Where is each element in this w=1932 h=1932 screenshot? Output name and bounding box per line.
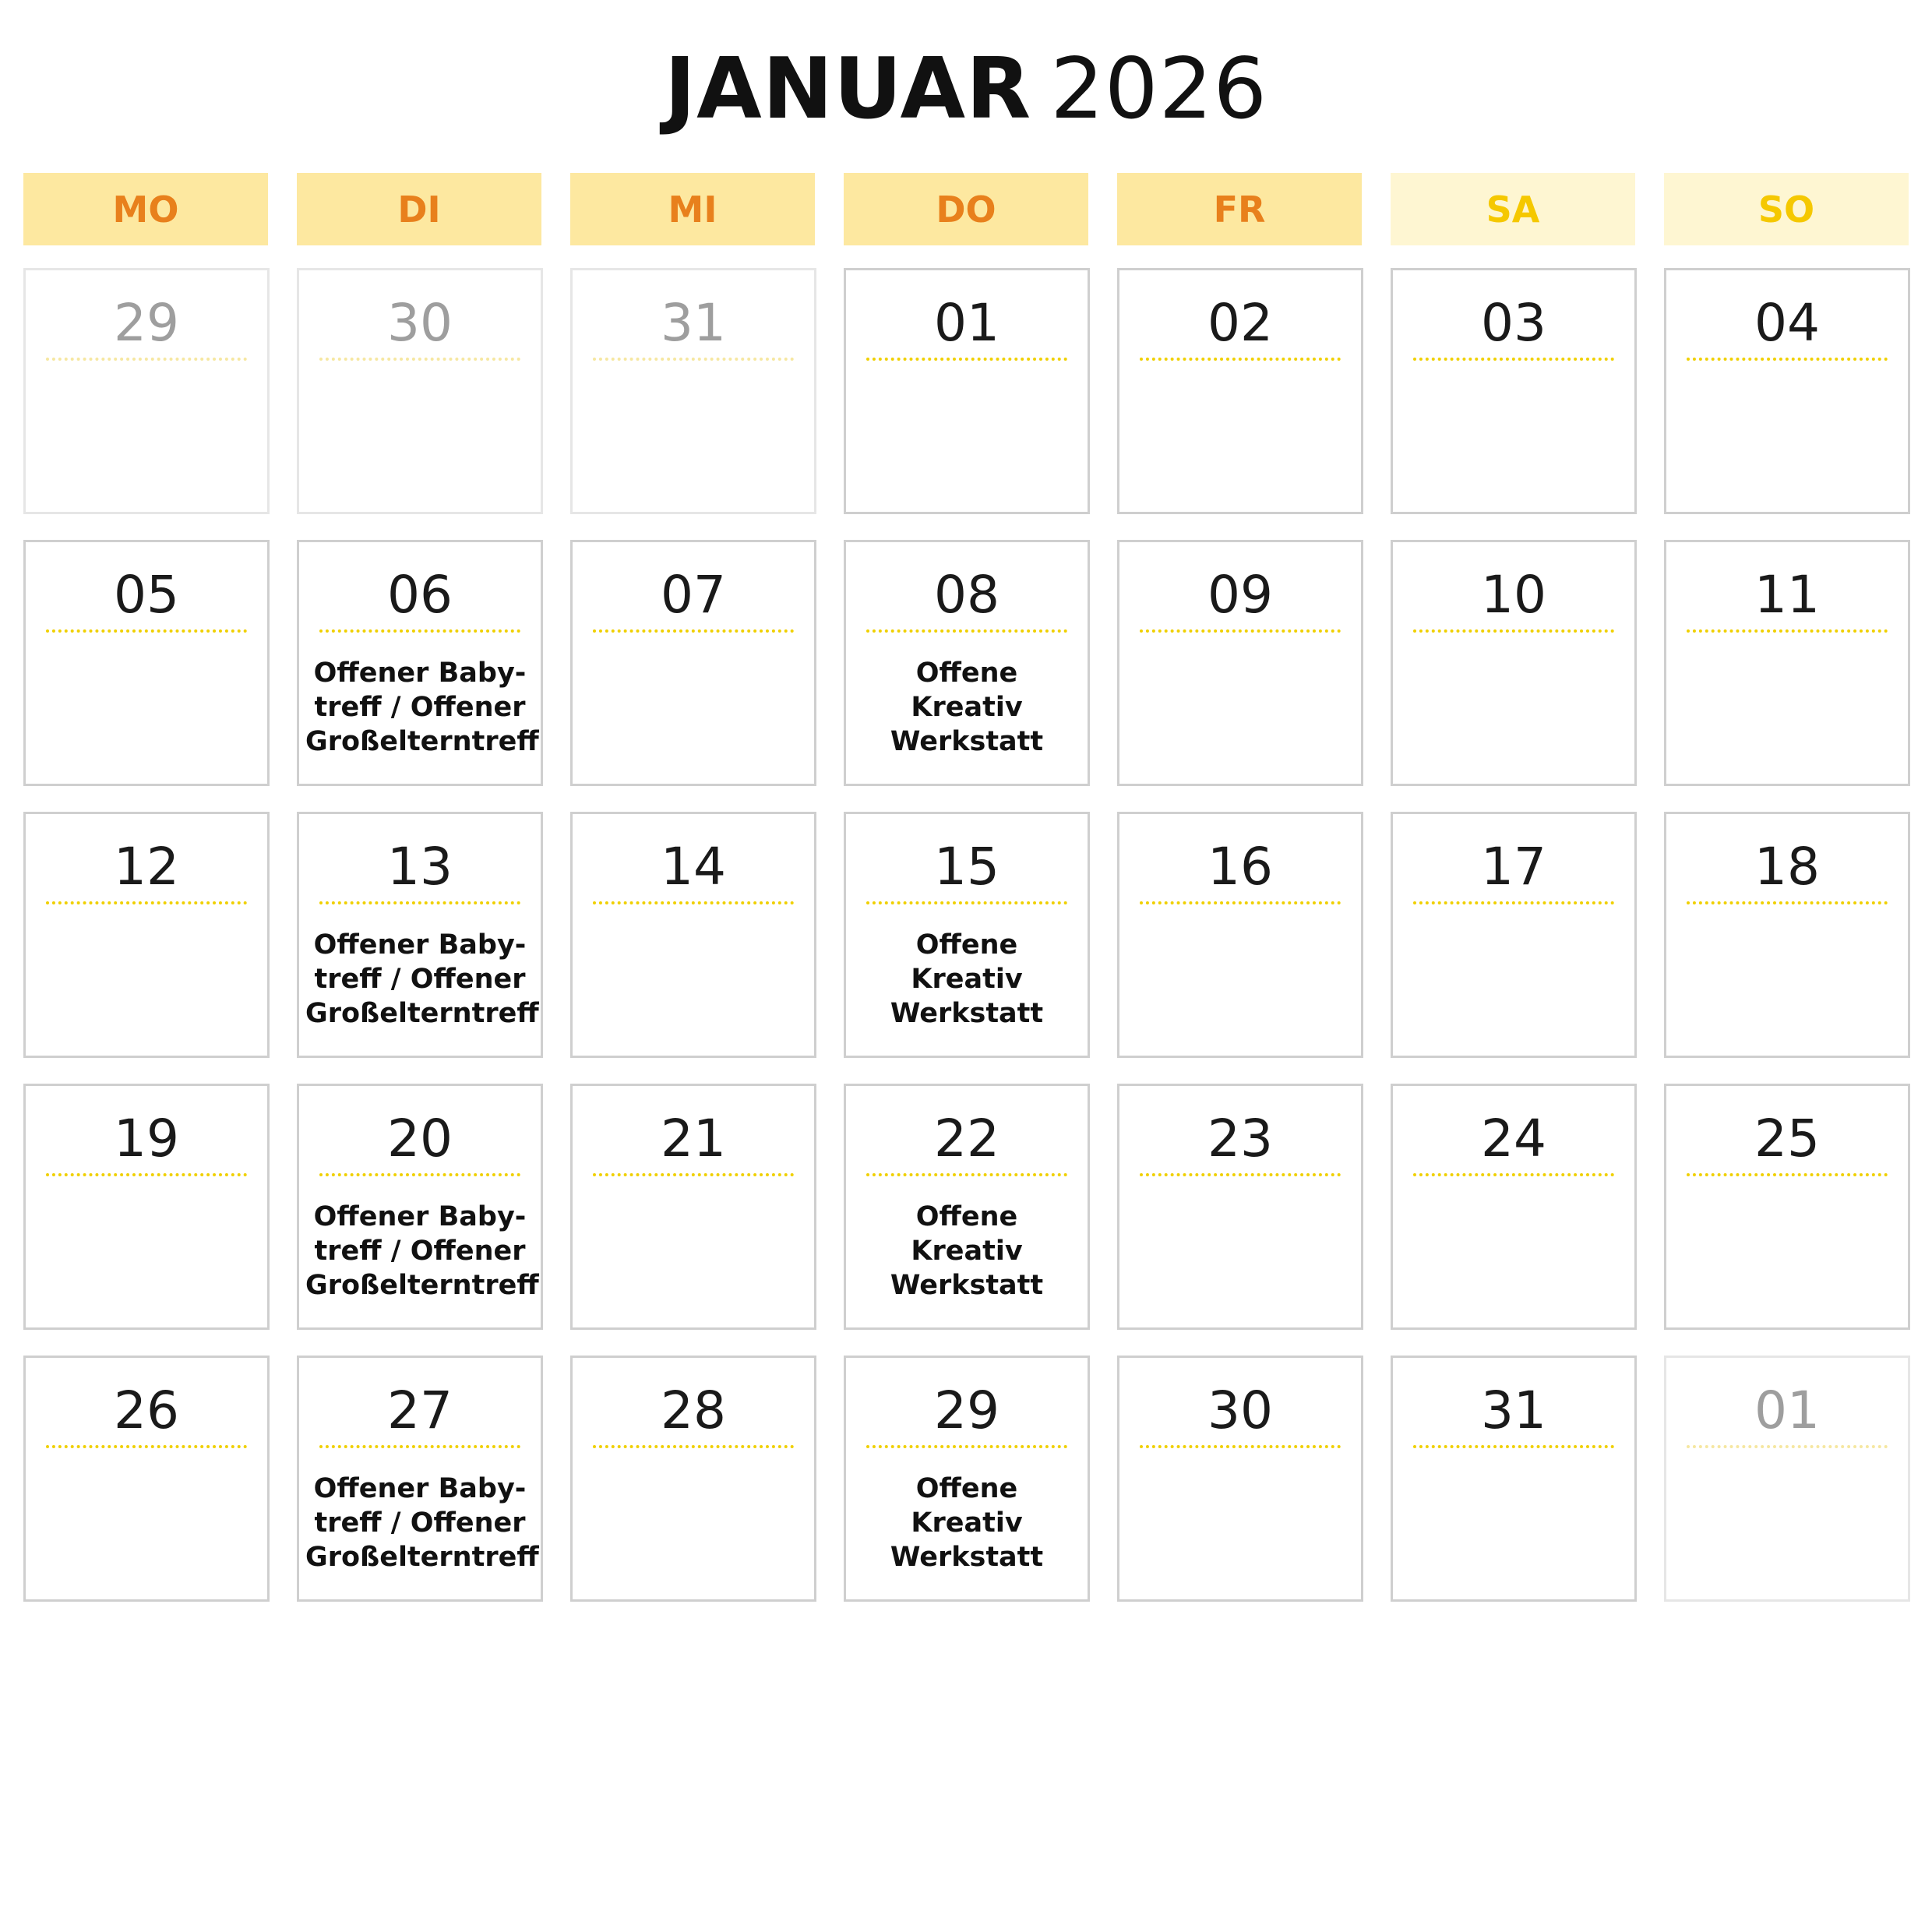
day-number: 19 [114,1109,179,1169]
day-cell[interactable] [1664,540,1910,786]
weekday-3: DO [844,173,1088,245]
dotted-divider [319,629,520,633]
dotted-divider [866,901,1067,904]
day-cell[interactable] [1664,268,1910,514]
weekday-0: MO [23,173,268,245]
dotted-divider [1413,1173,1614,1176]
day-number: 26 [114,1380,179,1440]
calendar-title [0,39,1932,140]
weekday-4: FR [1117,173,1362,245]
dotted-divider [1140,629,1341,633]
day-cell[interactable] [23,540,270,786]
dotted-divider [1687,901,1888,904]
day-cell[interactable] [23,1356,270,1602]
dotted-divider [1413,901,1614,904]
day-number: 13 [387,837,453,897]
dotted-divider [319,358,520,361]
dotted-divider [46,1173,247,1176]
day-number: 10 [1481,565,1546,625]
day-number: 05 [114,565,179,625]
day-number: 22 [934,1109,999,1169]
day-cell[interactable] [1117,1356,1363,1602]
calendar-grid [23,268,1912,1608]
weekday-5: SA [1391,173,1635,245]
day-cell[interactable] [1391,268,1637,514]
day-number: 30 [1208,1380,1273,1440]
day-number: 25 [1754,1109,1820,1169]
day-number: 30 [387,293,453,353]
day-number: 15 [934,837,999,897]
day-number: 24 [1481,1109,1546,1169]
day-cell[interactable] [297,812,543,1058]
day-number: 04 [1754,293,1820,353]
event-label: Offene Kreativ Werkstatt [890,658,1044,757]
day-number: 01 [934,293,999,353]
title-year: 2026 [1050,41,1268,138]
dotted-divider [866,1445,1067,1448]
event-label: Offener Baby- treff / Offener Großelterntreff [305,929,539,1029]
day-cell[interactable] [1391,540,1637,786]
title-month: JANUAR [664,41,1032,138]
day-number: 29 [114,293,179,353]
day-number: 31 [661,293,726,353]
weekday-1: DI [297,173,541,245]
event-label: Offene Kreativ Werkstatt [890,1473,1044,1573]
day-number: 29 [934,1380,999,1440]
day-cell[interactable] [570,1356,816,1602]
day-cell[interactable] [844,1356,1090,1602]
dotted-divider [1413,1445,1614,1448]
day-cell[interactable] [1117,268,1363,514]
event-label: Offener Baby- treff / Offener Großelterntreff [305,1201,539,1301]
dotted-divider [319,901,520,904]
dotted-divider [1140,901,1341,904]
dotted-divider [319,1173,520,1176]
dotted-divider [1687,1445,1888,1448]
day-number: 06 [387,565,453,625]
dotted-divider [46,1445,247,1448]
day-cell[interactable] [844,540,1090,786]
day-number: 01 [1754,1380,1820,1440]
day-cell[interactable] [297,1084,543,1330]
event-label: Offene Kreativ Werkstatt [890,929,1044,1029]
day-cell[interactable] [23,812,270,1058]
weekday-2: MI [570,173,815,245]
dotted-divider [866,629,1067,633]
day-number: 11 [1754,565,1820,625]
day-cell[interactable] [1664,1084,1910,1330]
dotted-divider [46,358,247,361]
day-cell[interactable] [1117,540,1363,786]
day-number: 14 [661,837,726,897]
dotted-divider [1140,358,1341,361]
day-cell[interactable] [1391,812,1637,1058]
day-cell[interactable] [297,1356,543,1602]
dotted-divider [1413,629,1614,633]
dotted-divider [593,1445,794,1448]
event-label: Offener Baby- treff / Offener Großelterntreff [305,658,539,757]
dotted-divider [866,1173,1067,1176]
dotted-divider [1140,1173,1341,1176]
day-cell[interactable] [297,268,543,514]
day-cell[interactable] [297,540,543,786]
day-cell[interactable] [570,812,816,1058]
weekday-header-row [23,173,1912,245]
dotted-divider [1687,1173,1888,1176]
day-cell[interactable] [1664,1356,1910,1602]
day-number: 16 [1208,837,1273,897]
day-number: 20 [387,1109,453,1169]
day-cell[interactable] [1391,1084,1637,1330]
dotted-divider [1413,358,1614,361]
event-label: Offener Baby- treff / Offener Großelterntreff [305,1473,539,1573]
day-cell[interactable] [1664,812,1910,1058]
day-cell[interactable] [844,1084,1090,1330]
day-cell[interactable] [844,812,1090,1058]
day-number: 18 [1754,837,1820,897]
day-number: 28 [661,1380,726,1440]
day-number: 09 [1208,565,1273,625]
dotted-divider [593,629,794,633]
day-number: 17 [1481,837,1546,897]
day-cell[interactable] [1117,812,1363,1058]
dotted-divider [866,358,1067,361]
day-cell[interactable] [570,268,816,514]
day-cell[interactable] [23,268,270,514]
event-label: Offene Kreativ Werkstatt [890,1201,1044,1301]
day-number: 02 [1208,293,1273,353]
day-cell[interactable] [570,1084,816,1330]
day-cell[interactable] [1391,1356,1637,1602]
day-cell[interactable] [1117,1084,1363,1330]
day-cell[interactable] [23,1084,270,1330]
dotted-divider [1687,358,1888,361]
dotted-divider [319,1445,520,1448]
dotted-divider [46,629,247,633]
day-cell[interactable] [570,540,816,786]
day-number: 03 [1481,293,1546,353]
dotted-divider [46,901,247,904]
day-number: 23 [1208,1109,1273,1169]
day-cell[interactable] [844,268,1090,514]
weekday-6: SO [1664,173,1909,245]
dotted-divider [1687,629,1888,633]
day-number: 21 [661,1109,726,1169]
day-number: 08 [934,565,999,625]
day-number: 12 [114,837,179,897]
dotted-divider [593,901,794,904]
dotted-divider [593,358,794,361]
dotted-divider [593,1173,794,1176]
day-number: 31 [1481,1380,1546,1440]
day-number: 07 [661,565,726,625]
dotted-divider [1140,1445,1341,1448]
day-number: 27 [387,1380,453,1440]
